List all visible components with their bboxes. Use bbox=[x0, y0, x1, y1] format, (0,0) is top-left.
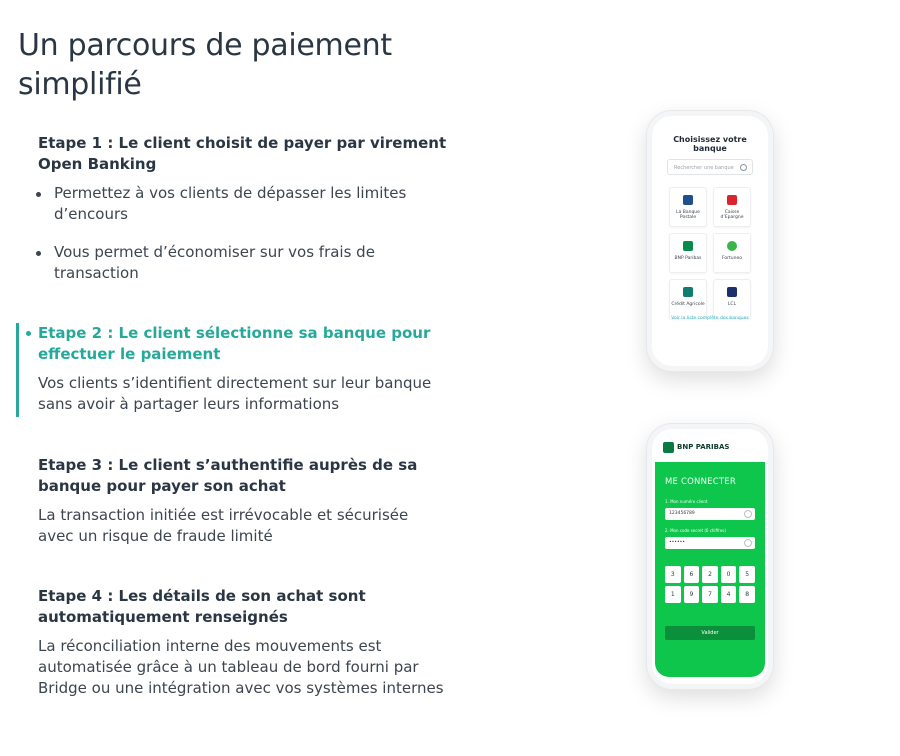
secret-code-label: 2. Mon code secret (6 chiffres) bbox=[665, 528, 726, 533]
phone-bank-login-screen bbox=[655, 434, 765, 677]
keypad-key[interactable]: 4 bbox=[721, 586, 737, 603]
phone-bank-login bbox=[646, 423, 774, 690]
step-1-bullets bbox=[38, 183, 448, 284]
client-number-input[interactable] bbox=[665, 508, 755, 520]
client-number-value: 123456789 bbox=[669, 511, 695, 516]
phone-bank-selection-screen bbox=[655, 121, 765, 359]
bank-name: La Banque Postale bbox=[676, 210, 700, 220]
bank-logo-icon bbox=[683, 287, 693, 297]
step-1-bullet-1: Permettez à vos clients de dépasser les limites d’encours bbox=[38, 183, 448, 225]
login-panel bbox=[655, 462, 765, 677]
bank-selection-title: Choisissez votre banque bbox=[673, 135, 747, 153]
keypad-key[interactable]: 1 bbox=[665, 586, 681, 603]
bank-card-la-banque-postale[interactable] bbox=[669, 187, 707, 227]
bank-name: Crédit Agricole bbox=[671, 302, 705, 307]
bank-card-bnp-paribas[interactable] bbox=[669, 233, 707, 273]
step-2[interactable] bbox=[38, 323, 448, 415]
secret-code-input[interactable] bbox=[665, 537, 755, 549]
page-title: Un parcours de paiement simplifié bbox=[18, 28, 392, 102]
keypad-key[interactable]: 7 bbox=[702, 586, 718, 603]
keypad-key[interactable]: 8 bbox=[739, 586, 755, 603]
step-1-title: Etape 1 : Le client choisit de payer par virement Open Banking bbox=[38, 134, 447, 173]
bank-logo-icon bbox=[683, 241, 693, 251]
bank-name: BNP Paribas bbox=[674, 256, 702, 261]
bank-card-caisse-epargne[interactable] bbox=[713, 187, 751, 227]
client-number-label: 1. Mon numéro client bbox=[665, 499, 708, 504]
keypad-key[interactable]: 5 bbox=[739, 566, 755, 583]
step-1 bbox=[38, 133, 448, 301]
keypad-key[interactable]: 3 bbox=[665, 566, 681, 583]
bank-name: Fortuneo bbox=[721, 256, 743, 261]
bank-card-credit-agricole[interactable] bbox=[669, 279, 707, 319]
login-title: ME CONNECTER bbox=[665, 477, 736, 487]
bank-card-lcl[interactable] bbox=[713, 279, 751, 319]
bank-name: LCL bbox=[727, 302, 737, 307]
info-icon bbox=[744, 510, 752, 518]
step-4[interactable] bbox=[38, 586, 448, 699]
all-banks-link[interactable]: Voir la liste complète des banques bbox=[671, 316, 749, 321]
search-icon bbox=[740, 164, 747, 171]
info-icon bbox=[744, 539, 752, 547]
validate-button[interactable]: Valider bbox=[665, 626, 755, 640]
keypad-key[interactable]: 2 bbox=[702, 566, 718, 583]
bank-search-placeholder: Rechercher une banque bbox=[674, 165, 734, 171]
bank-logo-icon bbox=[727, 241, 737, 251]
bank-logo-icon bbox=[727, 287, 737, 297]
step-3-text: La transaction initiée est irrévocable et sécurisée avec un risque de fraude limité bbox=[38, 506, 409, 545]
step-4-text: La réconciliation interne des mouvements est automatisée grâce à un tableau de bord fourni par Bridge ou une intégration avec vos systèmes internes bbox=[38, 637, 444, 697]
bank-search-input[interactable] bbox=[667, 159, 753, 175]
bank-header bbox=[655, 434, 765, 463]
step-1-bullet-2: Vous permet d’économiser sur vos frais de transaction bbox=[38, 242, 448, 284]
step-3-title: Etape 3 : Le client s’authentifie auprès de sa banque pour payer son achat bbox=[38, 456, 418, 495]
step-3[interactable] bbox=[38, 455, 448, 547]
keypad-key[interactable]: 0 bbox=[721, 566, 737, 583]
bank-brand: BNP PARIBAS bbox=[677, 443, 730, 451]
keypad-key[interactable]: 9 bbox=[684, 586, 700, 603]
bank-card-fortuneo[interactable] bbox=[713, 233, 751, 273]
bank-logo-icon bbox=[727, 195, 737, 205]
bank-name: Caisse d’Epargne bbox=[720, 210, 744, 220]
step-2-text: Vos clients s’identifient directement sur leur banque sans avoir à partager leurs informations bbox=[38, 374, 432, 413]
bank-logo-icon bbox=[683, 195, 693, 205]
bnp-logo-icon bbox=[663, 442, 674, 453]
bank-grid bbox=[669, 187, 751, 319]
keypad-key[interactable]: 6 bbox=[684, 566, 700, 583]
step-4-title: Etape 4 : Les détails de son achat sont automatiquement renseignés bbox=[38, 587, 366, 626]
active-step-indicator bbox=[16, 323, 19, 417]
step-2-title: Etape 2 : Le client sélectionne sa banque pour effectuer le paiement bbox=[38, 324, 431, 363]
phone-bank-selection bbox=[646, 110, 774, 372]
keypad bbox=[665, 566, 755, 603]
active-bullet-icon bbox=[26, 331, 31, 336]
secret-code-value: •••••• bbox=[669, 540, 685, 545]
